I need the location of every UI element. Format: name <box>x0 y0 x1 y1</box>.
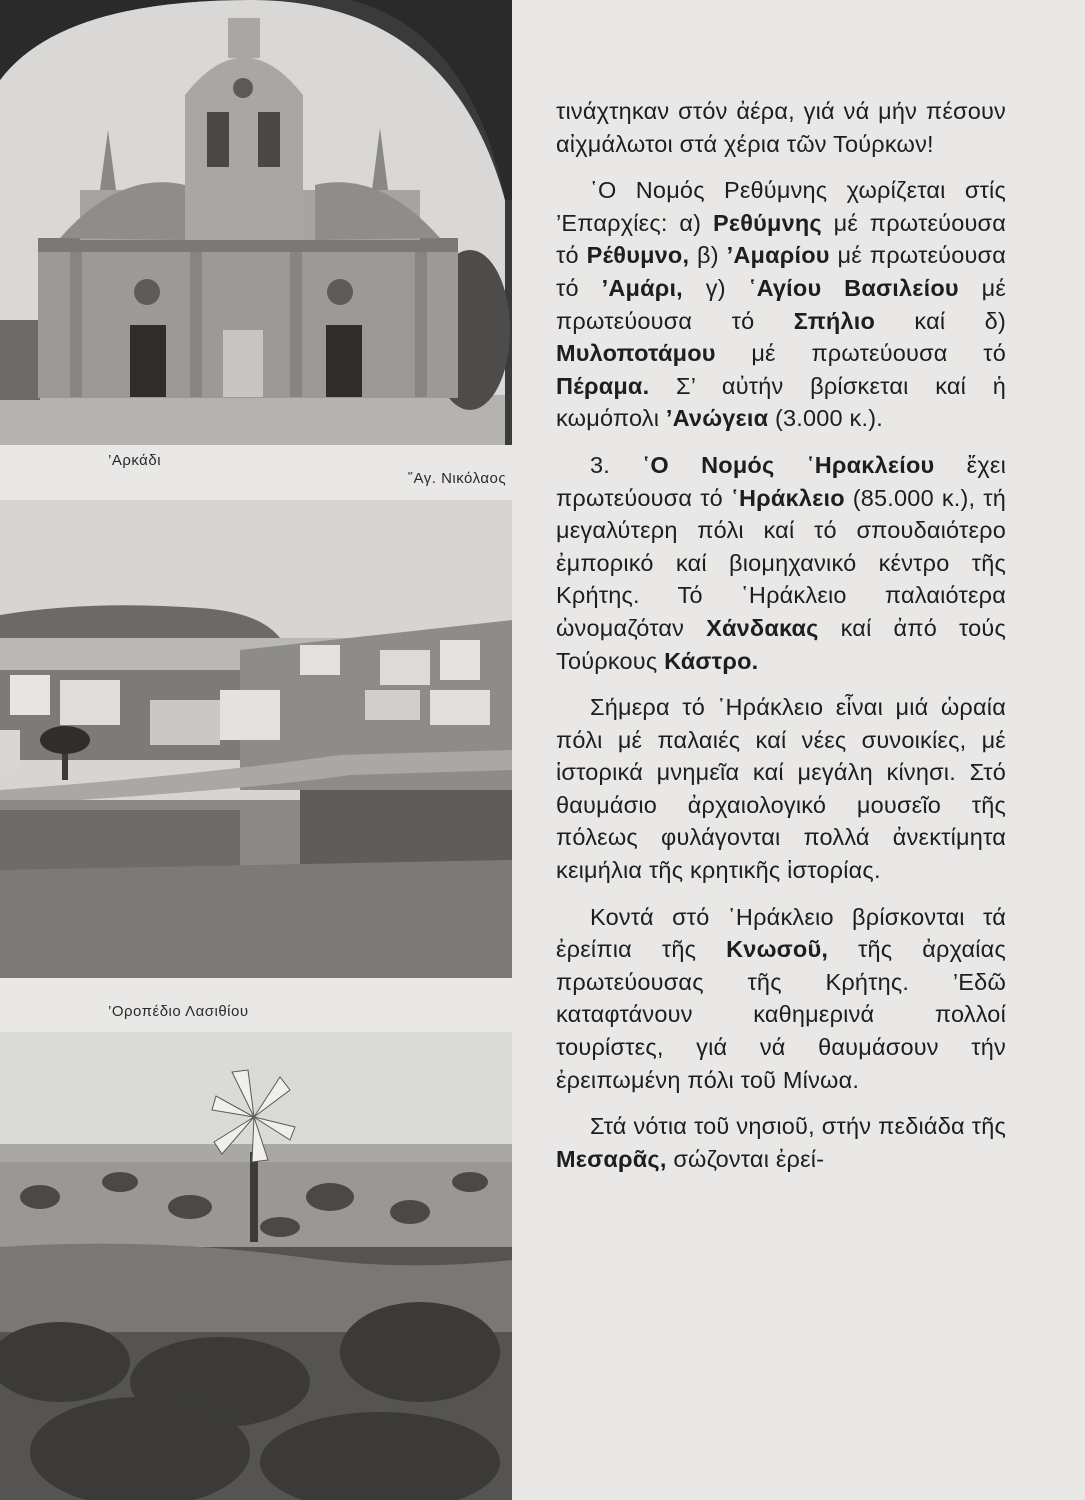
article-text <box>556 95 1006 1189</box>
caption-oropedio: ’Οροπέδιο Λασιθίου <box>108 1003 249 1020</box>
text-run: Σ’ αὐτήν βρίσκεται καί ἡ κωμόπολι <box>556 372 1006 432</box>
text-run: καί δ) <box>875 307 1006 334</box>
photo-column <box>0 0 515 1500</box>
text-run: ἔχει πρωτεύουσα τό <box>556 451 1006 511</box>
text-run: Στά νότια τοῦ νησιοῦ, στήν πεδιάδα τῆς <box>590 1113 1006 1140</box>
paragraph <box>556 691 1006 887</box>
bold-term: ῾Ο Νομός ῾Ηρακλείου <box>642 451 935 478</box>
text-run: (85.000 κ.), τή μεγαλύτερη πόλι καί τό σπουδαιότερο ἐμπορικό καί βιομηχανικό κέντρο τῆς Κρήτης. Τό ῾Ηράκλειο παλαιότερα ὠνομαζόταν <box>556 484 1006 641</box>
text-run: ῾Ο Νομός Ρεθύμνης χωρίζεται στίς ’Επαρχίες: α) <box>556 177 1006 236</box>
bold-term: ’Αμάρι, <box>601 274 683 301</box>
text-run: Σήμερα τό ῾Ηράκλειο εἶναι μιά ὡραία πόλι μέ παλαιές καί νέες συνοικίες, μέ ἱστορικά μνημεῖα καί μεγάλη κίνησι. Στό θαυμάσιο ἀρχαιολογικό μουσεῖο τῆς πόλεως φυλάγονται πολλά ἀνεκτίμητα κειμήλια τῆς κρητικῆς ἱστορίας. <box>556 694 1006 884</box>
bold-term: ’Αμαρίου <box>726 242 830 269</box>
text-run: β) <box>689 242 727 269</box>
bold-term: Σπήλιο <box>793 307 875 334</box>
arkadi-illustration <box>0 0 512 445</box>
caption-agios-nikolaos: ῞Αγ. Νικόλαος <box>408 470 507 487</box>
paragraph <box>556 95 1006 160</box>
text-run: σώζονται ἐρεί- <box>666 1145 825 1172</box>
harbour-illustration <box>0 500 512 978</box>
photo-arkadi-monastery <box>0 0 512 445</box>
text-run: τινάχτηκαν στόν ἀέρα, γιά νά μήν πέσουν αἰχμάλωτοι στά χέρια τῶν Τούρκων! <box>556 98 1006 157</box>
bold-term: ῾Αγίου Βασιλείου <box>748 274 959 301</box>
text-run: (3.000 κ.). <box>768 405 883 432</box>
text-run: γ) <box>682 274 749 301</box>
bold-term: ῾Ηράκλειο <box>730 484 845 511</box>
bold-term: Ρέθυμνο, <box>586 242 690 269</box>
text-run: μέ πρωτεύουσα τό <box>556 274 1007 334</box>
text-run: 3. <box>590 451 643 478</box>
bold-term: Κνωσοῦ, <box>726 936 829 963</box>
text-run: μέ πρωτεύουσα τό <box>715 340 1006 367</box>
paragraph <box>556 174 1006 435</box>
paragraph <box>556 449 1006 677</box>
bold-term: Χάνδακας <box>706 614 819 641</box>
bold-term: Μεσαρᾶς, <box>556 1145 667 1172</box>
bold-term: Ρεθύμνης <box>712 209 822 236</box>
caption-arkadi: ’Αρκάδι <box>108 452 162 469</box>
plateau-illustration <box>0 1032 512 1500</box>
bold-term: ’Ανώγεια <box>665 405 769 432</box>
photo-lasithi-plateau <box>0 1032 512 1500</box>
bold-term: Πέραμα. <box>556 372 650 399</box>
text-run: καί ἀπό τούς Τούρκους <box>556 614 1006 674</box>
text-run: μέ πρωτεύουσα τό <box>556 242 1007 301</box>
text-run: Κοντά στό ῾Ηράκλειο βρίσκονται τά ἐρείπια τῆς <box>556 903 1006 963</box>
photo-agios-nikolaos <box>0 500 512 978</box>
text-run: μέ πρωτεύουσα τό <box>556 209 1007 269</box>
bold-term: Κάστρο. <box>664 647 759 674</box>
bold-term: Μυλοποτάμου <box>556 340 716 367</box>
paragraph <box>556 1110 1006 1175</box>
text-run: τῆς ἀρχαίας πρωτεύουσας τῆς Κρήτης. ’Εδῶ καταφτάνουν καθημερινά πολλοί τουρίστες, γιά νά θαυμάσουν τήν ἐρειπωμένη πόλι τοῦ Μίνωα. <box>556 936 1006 1093</box>
paragraph <box>556 901 1006 1097</box>
